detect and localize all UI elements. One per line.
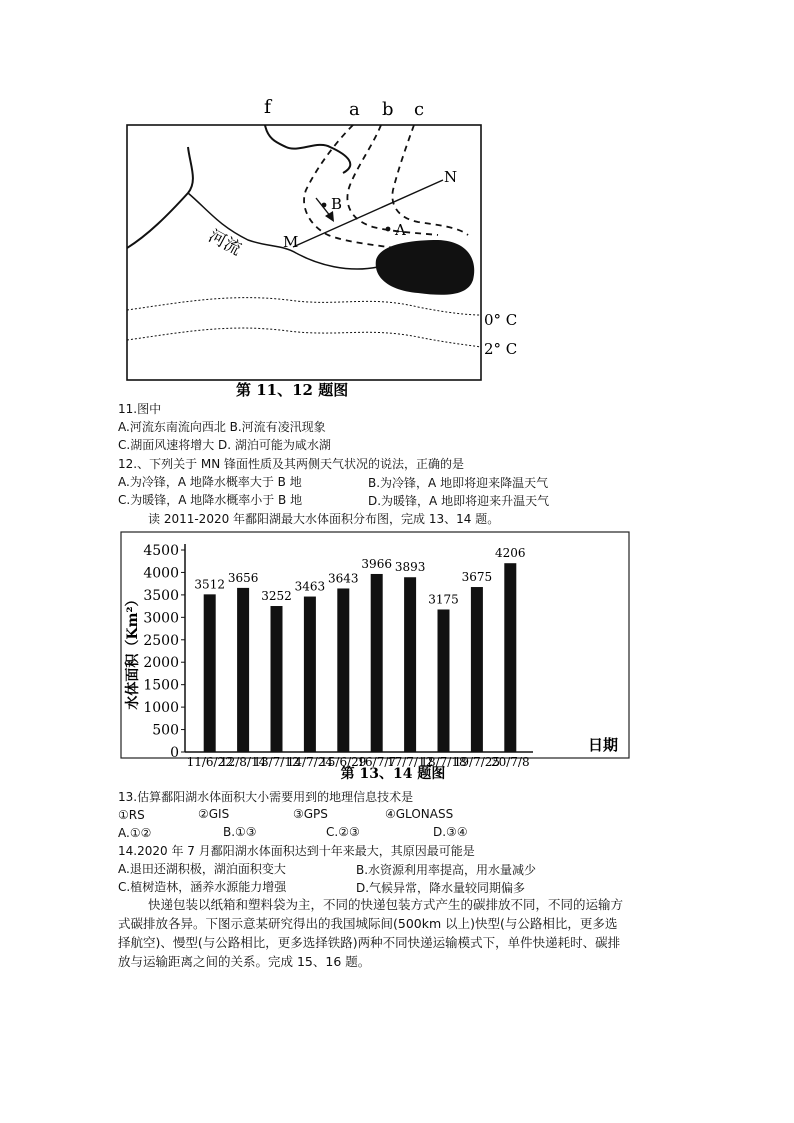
tributary-line xyxy=(265,125,350,173)
y-tick-label: 1500 xyxy=(143,677,179,694)
intro-15-16-line2: 式碳排放各异。下图示意某研究得出的我国城际间(500km 以上)快型(与公路相比，更多选 xyxy=(118,916,618,931)
bar-value-label: 3656 xyxy=(227,570,259,585)
isotherm-0-line xyxy=(127,298,481,315)
q14-stem: 14.2020 年 7 月鄱阳湖水体面积达到十年来最大，其原因最可能是 xyxy=(118,844,475,858)
chart-caption: 第 13、14 题图 xyxy=(340,766,446,782)
x-tick-label: 18/7/18 xyxy=(420,755,467,769)
q13-item-1: ①RS xyxy=(118,808,145,822)
point-b-dot xyxy=(322,203,327,208)
q11-line2: C.湖面风速将增大 D. 湖泊可能为咸水湖 xyxy=(118,438,331,452)
y-tick-label: 3000 xyxy=(143,610,179,627)
y-axis-title: 水体面积（Km²） xyxy=(125,592,141,710)
x-tick-label: 14/7/24 xyxy=(286,755,334,769)
x-axis-title: 日期 xyxy=(587,736,619,754)
q14-option-c: C.植树造林，涵养水源能力增强 xyxy=(118,880,287,894)
isotherm-2-label: 2° C xyxy=(484,340,518,358)
bar-value-label: 3512 xyxy=(194,577,225,592)
bar xyxy=(438,609,450,752)
q13-item-2: ②GIS xyxy=(198,807,230,821)
q13-option-a: A.①② xyxy=(118,826,152,840)
intro-13-14: 读 2011-2020 年鄱阳湖最大水体面积分布图，完成 13、14 题。 xyxy=(148,512,500,526)
q14-option-d: D.气候异常，降水量较同期偏多 xyxy=(356,881,526,895)
bar xyxy=(271,606,283,752)
intro-15-16-line3: 择航空)、慢型(与公路相比，更多选择铁路)两种不同快递运输模式下，单件快递耗时、碳排 xyxy=(118,935,621,950)
bar-value-label: 3675 xyxy=(461,570,493,585)
label-a-point: A xyxy=(395,221,406,239)
isotherm-2-line xyxy=(127,328,481,347)
x-tick-label: 15/6/29 xyxy=(320,755,367,769)
bar-value-label: 3643 xyxy=(328,571,359,586)
q12-option-a: A.为冷锋，A 地降水概率大于 B 地 xyxy=(118,475,302,489)
bar-value-label: 4206 xyxy=(495,546,526,561)
label-n: N xyxy=(444,168,458,186)
bar xyxy=(304,597,316,752)
y-tick-label: 4000 xyxy=(143,565,179,582)
q13-stem: 13.估算鄱阳湖水体面积大小需要用到的地理信息技术是 xyxy=(118,790,414,804)
intro-15-16-line4: 放与运输距离之间的关系。完成 15、16 题。 xyxy=(118,954,371,969)
bar-chart-figure xyxy=(115,530,635,786)
y-tick-label: 3500 xyxy=(143,587,179,604)
bar xyxy=(504,563,516,752)
bar-value-label: 3463 xyxy=(294,579,326,594)
label-f: f xyxy=(264,96,272,118)
y-tick-label: 4500 xyxy=(143,543,179,559)
q12-option-b: B.为冷锋，A 地即将迎来降温天气 xyxy=(368,476,549,490)
front-line-mn xyxy=(293,180,443,247)
intro-15-16-line1: 快递包装以纸箱和塑料袋为主，不同的快递包装方式产生的碳排放不同，不同的运输方 xyxy=(148,897,624,912)
bar-chart xyxy=(115,530,635,786)
q11-line1: A.河流东南流向西北 B.河流有凌汛现象 xyxy=(118,420,326,434)
front-map xyxy=(118,95,538,400)
x-tick-label: 12/8/14 xyxy=(219,755,267,769)
bar xyxy=(204,594,216,752)
q14-option-b: B.水资源利用率提高，用水量减少 xyxy=(356,863,537,877)
bar-value-label: 3252 xyxy=(261,589,292,604)
bar xyxy=(371,574,383,752)
bar xyxy=(237,588,249,752)
map-figure xyxy=(118,95,538,400)
q13-option-c: C.②③ xyxy=(326,825,360,839)
y-tick-label: 2000 xyxy=(143,655,179,672)
y-tick-label: 0 xyxy=(170,745,179,761)
bar-value-label: 3966 xyxy=(361,556,392,571)
isoline-b xyxy=(347,125,438,235)
q12-option-d: D.为暖锋，A 地即将迎来升温天气 xyxy=(368,494,550,508)
x-tick-label: 19/7/25 xyxy=(453,755,501,769)
q13-item-3: ③GPS xyxy=(293,807,328,821)
x-tick-label: 16/7/7 xyxy=(357,755,397,769)
river-upper xyxy=(127,147,193,248)
y-tick-label: 500 xyxy=(152,722,179,739)
x-tick-label: 17/7/12 xyxy=(386,755,434,769)
bar xyxy=(404,577,416,752)
label-c: c xyxy=(414,99,425,120)
label-a: a xyxy=(349,99,360,120)
river-label: 河流 xyxy=(205,226,245,260)
y-tick-label: 2500 xyxy=(143,632,179,649)
q13-option-b: B.①③ xyxy=(223,825,257,839)
x-tick-label: 13/7/12 xyxy=(253,755,300,769)
label-b-point: B xyxy=(331,195,343,213)
q13-option-d: D.③④ xyxy=(433,825,468,839)
bar xyxy=(337,588,349,752)
point-a-dot xyxy=(386,227,391,232)
q12-option-c: C.为暖锋，A 地降水概率小于 B 地 xyxy=(118,493,303,507)
x-tick-label: 11/6/22 xyxy=(186,755,233,769)
x-tick-label: 20/7/8 xyxy=(490,755,530,769)
q14-option-a: A.退田还湖积极，湖泊面积变大 xyxy=(118,862,286,876)
label-m: M xyxy=(283,233,299,251)
bar-value-label: 3893 xyxy=(394,560,426,575)
isotherm-0-label: 0° C xyxy=(484,311,518,329)
q11-stem: 11.图中 xyxy=(118,402,162,416)
bar-value-label: 3175 xyxy=(428,592,459,607)
bar xyxy=(471,587,483,752)
label-b: b xyxy=(382,99,394,120)
isoline-a xyxy=(304,125,408,250)
map-caption: 第 11、12 题图 xyxy=(236,381,349,399)
q13-item-4: ④GLONASS xyxy=(385,807,454,821)
y-tick-label: 1000 xyxy=(143,700,179,717)
q12-stem: 12.、下列关于 MN 锋面性质及其两侧天气状况的说法，正确的是 xyxy=(118,457,465,471)
lake-shape xyxy=(376,240,475,295)
